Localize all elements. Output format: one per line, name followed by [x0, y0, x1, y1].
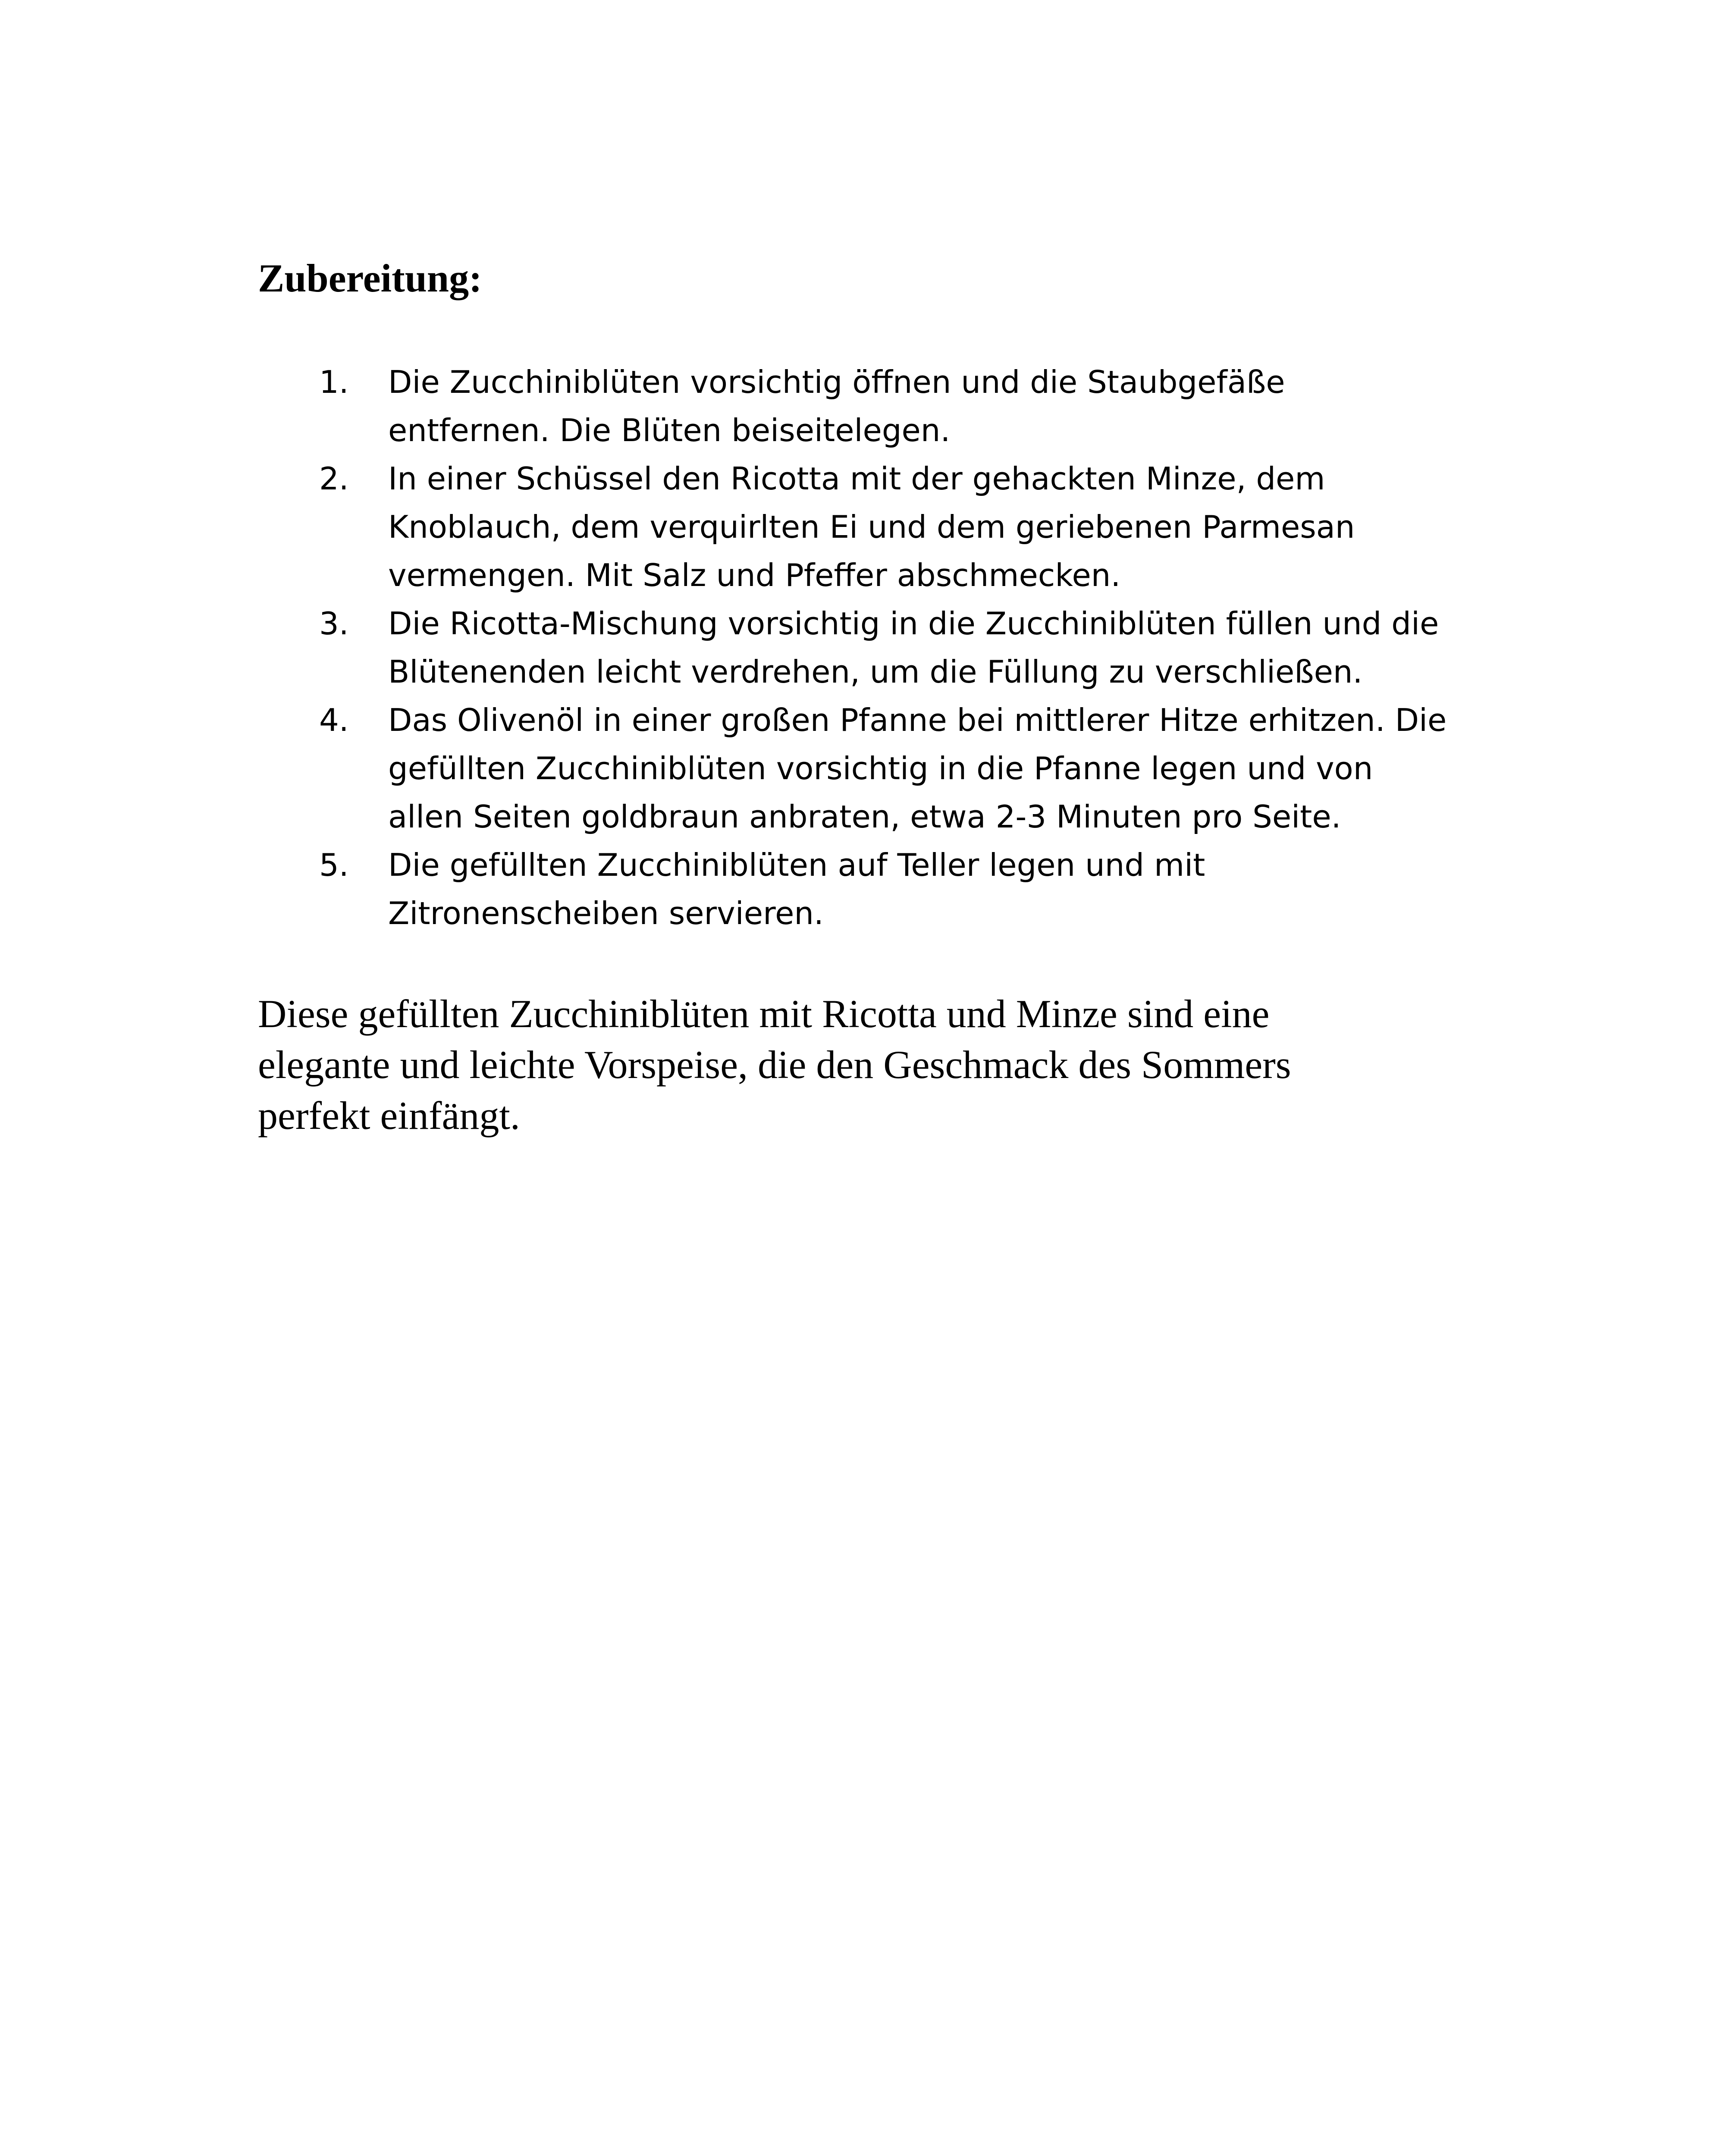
step-text-line: Die Zucchiniblüten vorsichtig öffnen und die Staubgefäße — [388, 364, 1285, 400]
step-number: 1. — [319, 364, 349, 400]
step-item — [319, 696, 1570, 841]
step-number: 3. — [319, 605, 349, 642]
step-item — [319, 841, 1570, 937]
step-text-line: Knoblauch, dem verquirlten Ei und dem geriebenen Parmesan — [388, 509, 1355, 545]
closing-line: Diese gefüllten Zucchiniblüten mit Ricotta und Minze sind eine — [258, 992, 1270, 1036]
step-item — [319, 599, 1570, 696]
step-number: 2. — [319, 461, 349, 497]
section-heading: Zubereitung: — [258, 256, 482, 300]
closing-paragraph — [258, 988, 1291, 1141]
step-text-line: entfernen. Die Blüten beiseitelegen. — [388, 412, 951, 448]
steps-list — [319, 358, 1570, 937]
closing-line: perfekt einfängt. — [258, 1094, 520, 1138]
step-text-line: In einer Schüssel den Ricotta mit der gehackten Minze, dem — [388, 461, 1325, 497]
step-item — [319, 358, 1570, 454]
step-text — [388, 599, 1570, 696]
step-text-line: Blütenenden leicht verdrehen, um die Füllung zu verschließen. — [388, 654, 1363, 690]
step-number: 5. — [319, 847, 349, 883]
step-text — [388, 454, 1570, 599]
step-number: 4. — [319, 702, 349, 738]
step-text-line: Zitronenscheiben servieren. — [388, 895, 824, 931]
step-text-line: Die gefüllten Zucchiniblüten auf Teller legen und mit — [388, 847, 1205, 883]
step-text — [388, 358, 1570, 454]
step-text — [388, 841, 1570, 937]
step-text-line: Das Olivenöl in einer großen Pfanne bei mittlerer Hitze erhitzen. Die — [388, 702, 1447, 738]
step-text-line: vermengen. Mit Salz und Pfeffer abschmecken. — [388, 557, 1121, 593]
step-text — [388, 696, 1570, 841]
step-text-line: gefüllten Zucchiniblüten vorsichtig in die Pfanne legen und von — [388, 750, 1373, 787]
step-text-line: allen Seiten goldbraun anbraten, etwa 2-3 Minuten pro Seite. — [388, 799, 1341, 835]
step-text-line: Die Ricotta-Mischung vorsichtig in die Zucchiniblüten füllen und die — [388, 605, 1439, 642]
closing-line: elegante und leichte Vorspeise, die den Geschmack des Sommers — [258, 1043, 1291, 1087]
step-item — [319, 454, 1570, 599]
